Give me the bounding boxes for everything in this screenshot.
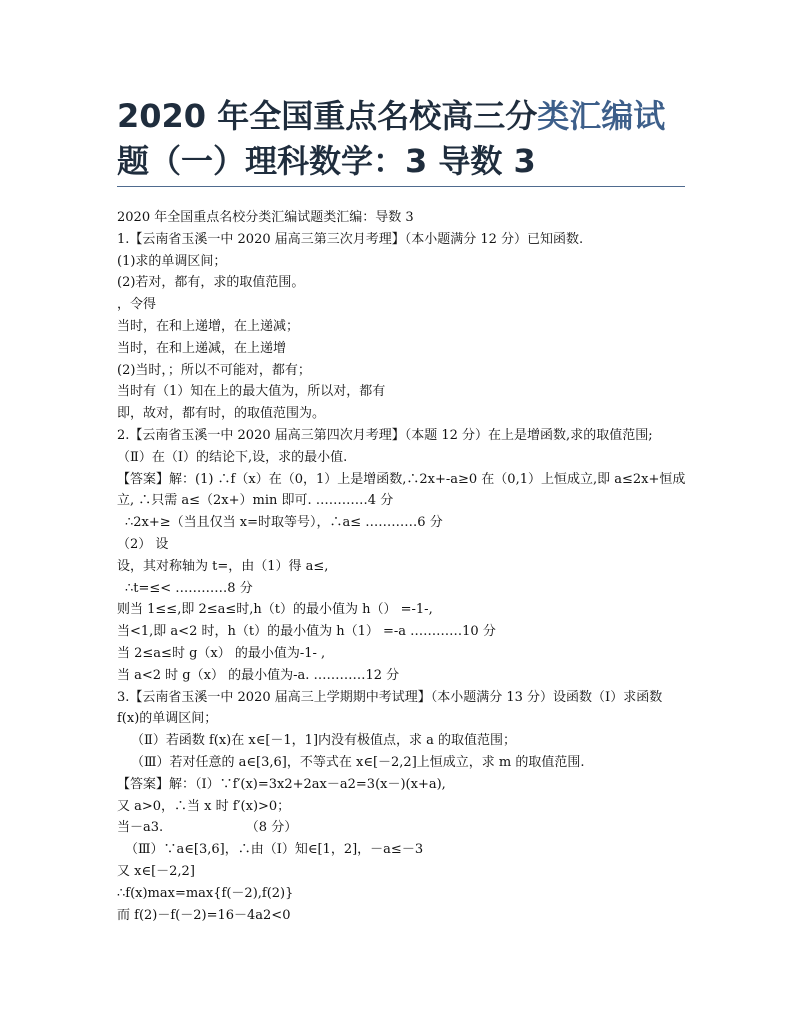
- title-light-part: 类汇编试: [537, 97, 666, 135]
- body-line: （Ⅱ）在（Ⅰ）的结论下,设，求的最小值.: [117, 449, 348, 465]
- body-line: (2)当时，；所以不可能对，都有；: [117, 362, 311, 378]
- answer-line: 【答案】解：(1) ∴f（x）在（0，1）上是增函数,∴2x+-a≥0 在（0,1）上恒成立,即 a≤2x+恒成立, ∴只需 a≤（2x+）min 即可. …………4 分: [117, 471, 686, 509]
- body-line: 又 a>0，∴当 x 时 f′(x)>0；: [117, 798, 291, 814]
- body-line: 当时有（1）知在上的最大值为，所以对，都有: [117, 384, 386, 400]
- body-line: 而 f(2)－f(－2)=16－4a2<0: [117, 907, 291, 923]
- body-line: （Ⅲ）∵a∈[3,6]，∴由（Ⅰ）知∈[1，2]，－a≤－3: [125, 842, 424, 858]
- body-line: (2)若对，都有，求的取值范围。: [117, 275, 305, 291]
- body-line: 又 x∈[－2,2]: [117, 863, 195, 879]
- body-line: 2020 年全国重点名校分类汇编试题类汇编：导数 3: [117, 210, 414, 225]
- body-line: ∴t=≤< …………8 分: [125, 580, 253, 596]
- answer-line: 【答案】解：（Ⅰ）∵f′(x)=3x2+2ax－a2=3(x－)(x+a),: [117, 776, 446, 792]
- document-body: [117, 207, 687, 926]
- body-line: ∴f(x)max=max{f(－2),f(2)}: [117, 885, 294, 901]
- body-line: （2） 设: [117, 536, 169, 552]
- body-line: 设，其对称轴为 t=，由（1）得 a≤,: [117, 558, 329, 574]
- body-line: 3.【云南省玉溪一中 2020 届高三上学期期中考试理】（本小题满分 13 分）设函数（Ⅰ）求函数 f(x)的单调区间；: [117, 689, 663, 727]
- title-dark-part: 2020 年全国重点名校高三分: [117, 97, 538, 135]
- document-title: [117, 94, 697, 184]
- body-line: （Ⅱ）若函数 f(x)在 x∈[－1，1]内没有极值点，求 a 的取值范围；: [131, 733, 517, 749]
- body-line: 当 a<2 时 g（x） 的最小值为-a. …………12 分: [117, 667, 400, 683]
- title-divider: [117, 186, 685, 187]
- body-line: 2.【云南省玉溪一中 2020 届高三第四次月考理】（本题 12 分）在上是增函数,求的取值范围;: [117, 427, 653, 443]
- body-line: 1.【云南省玉溪一中 2020 届高三第三次月考理】（本小题满分 12 分）已知函数.: [117, 231, 584, 247]
- body-line: （Ⅲ）若对任意的 a∈[3,6]，不等式在 x∈[－2,2]上恒成立，求 m 的取值范围.: [131, 754, 585, 770]
- body-line: 当－a3. （8 分）: [117, 820, 298, 836]
- body-line: (1)求的单调区间；: [117, 253, 227, 269]
- body-line: ，令得: [117, 297, 157, 313]
- body-line: 当时，在和上递减，在上递增: [117, 340, 287, 356]
- body-line: 当<1,即 a<2 时，h（t）的最小值为 h（1） =-a …………10 分: [117, 624, 496, 640]
- title-second-line: 题（一）理科数学：3 导数 3: [117, 142, 536, 180]
- body-line: 当时，在和上递增，在上递减；: [117, 318, 300, 334]
- body-line: 即，故对，都有时，的取值范围为。: [117, 406, 326, 422]
- body-line: 则当 1≤≤,即 2≤a≤时,h（t）的最小值为 h（） =-1-,: [117, 602, 433, 618]
- body-line: 当 2≤a≤时 g（x） 的最小值为-1- ,: [117, 645, 326, 661]
- body-line: ∴2x+≥（当且仅当 x=时取等号），∴a≤ …………6 分: [125, 515, 443, 531]
